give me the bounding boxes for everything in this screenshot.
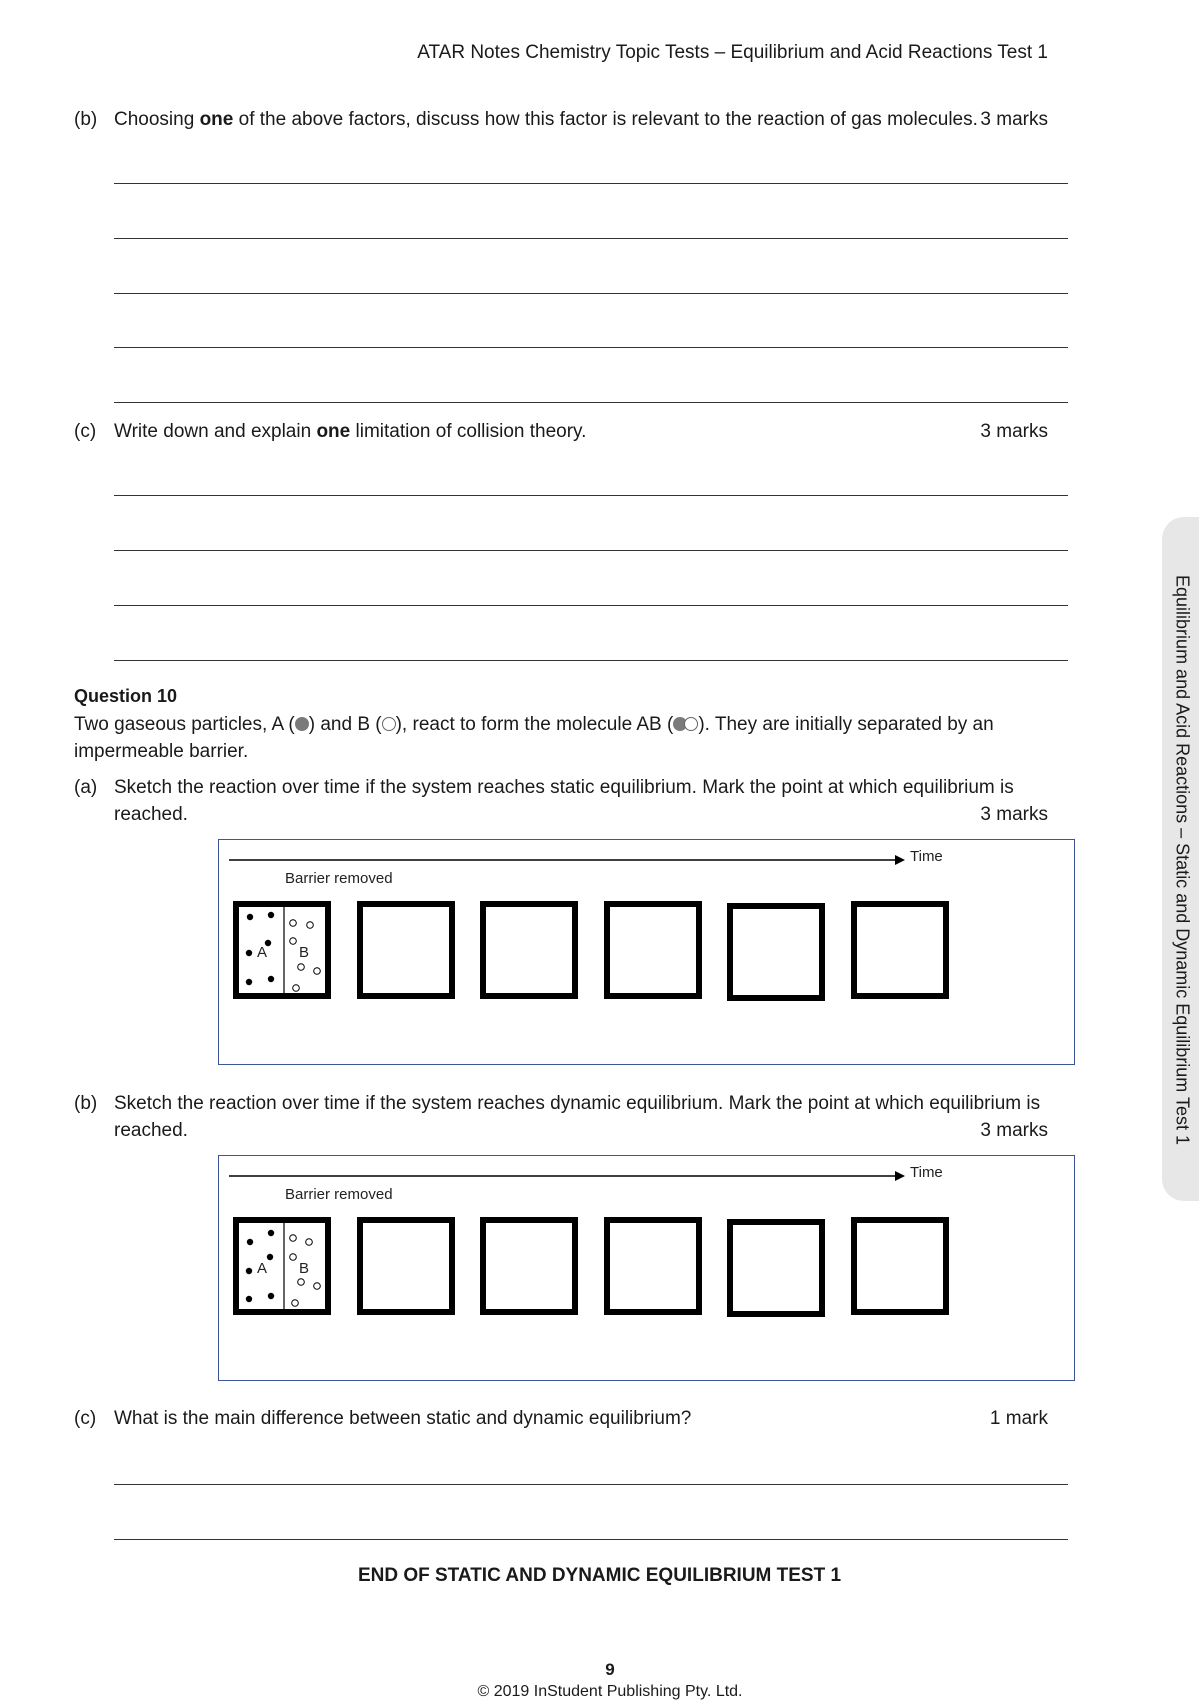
part-label: (b)	[74, 109, 98, 130]
page-number: 9	[605, 1660, 615, 1679]
label-a: A	[257, 944, 268, 961]
question-text: What is the main difference between static and dynamic equilibrium?	[114, 1408, 692, 1429]
marks-label: 3 marks	[980, 109, 1048, 130]
sketch-diagram-dynamic	[218, 1155, 1075, 1381]
answer-line[interactable]	[114, 1484, 1068, 1485]
barrier-label: Barrier removed	[285, 870, 393, 887]
answer-line[interactable]	[114, 347, 1068, 348]
sketch-diagram-static	[218, 839, 1075, 1065]
label-b: B	[299, 1260, 310, 1277]
end-of-test-heading: END OF STATIC AND DYNAMIC EQUILIBRIUM TEST 1	[357, 1565, 842, 1586]
question-text: Sketch the reaction over time if the system reaches static equilibrium. Mark the point at which equilibrium is reached.	[114, 777, 1014, 825]
answer-line[interactable]	[114, 238, 1068, 239]
answer-line[interactable]	[114, 183, 1068, 184]
question-title: Question 10	[74, 686, 178, 706]
question-intro: Two gaseous particles, A ( ) and B ( ), react to form the molecule AB ( ). They are initially separated by an impermeable barrier.	[74, 714, 994, 762]
running-header: ATAR Notes Chemistry Topic Tests – Equilibrium and Acid Reactions Test 1	[417, 42, 1048, 63]
answer-line[interactable]	[114, 660, 1068, 661]
time-label: Time	[910, 848, 943, 865]
marks-label: 1 mark	[989, 1408, 1048, 1429]
question-text: Choosing one of the above factors, discuss how this factor is relevant to the reaction of gas molecules.	[114, 109, 978, 130]
arrow-head-icon	[895, 855, 905, 865]
marks-label: 3 marks	[980, 1120, 1048, 1141]
arrow-head-icon	[895, 1171, 905, 1181]
question-text: Sketch the reaction over time if the system reaches dynamic equilibrium. Mark the point at which equilibrium is reached.	[114, 1093, 1041, 1141]
label-b: B	[299, 944, 310, 961]
answer-line[interactable]	[114, 605, 1068, 606]
answer-line[interactable]	[114, 293, 1068, 294]
label-a: A	[257, 1260, 268, 1277]
barrier-label: Barrier removed	[285, 1186, 393, 1203]
answer-line[interactable]	[114, 550, 1068, 551]
answer-line[interactable]	[114, 1539, 1068, 1540]
part-label: (a)	[74, 777, 98, 798]
question-text: Write down and explain one limitation of collision theory.	[114, 421, 587, 442]
part-label: (b)	[74, 1093, 98, 1114]
marks-label: 3 marks	[980, 804, 1048, 825]
molecule-ab-icon	[684, 717, 698, 731]
answer-line[interactable]	[114, 402, 1068, 403]
marks-label: 3 marks	[980, 421, 1048, 442]
part-label: (c)	[74, 1408, 97, 1429]
particle-a-icon	[295, 717, 309, 731]
answer-line[interactable]	[114, 495, 1068, 496]
particle-b-icon	[382, 717, 396, 731]
copyright-notice: © 2019 InStudent Publishing Pty. Ltd.	[477, 1683, 743, 1700]
time-label: Time	[910, 1164, 943, 1181]
part-label: (c)	[74, 421, 97, 442]
section-side-tab-label: Equilibrium and Acid Reactions – Static and Dynamic Equilibrium Test 1	[1172, 575, 1193, 1145]
